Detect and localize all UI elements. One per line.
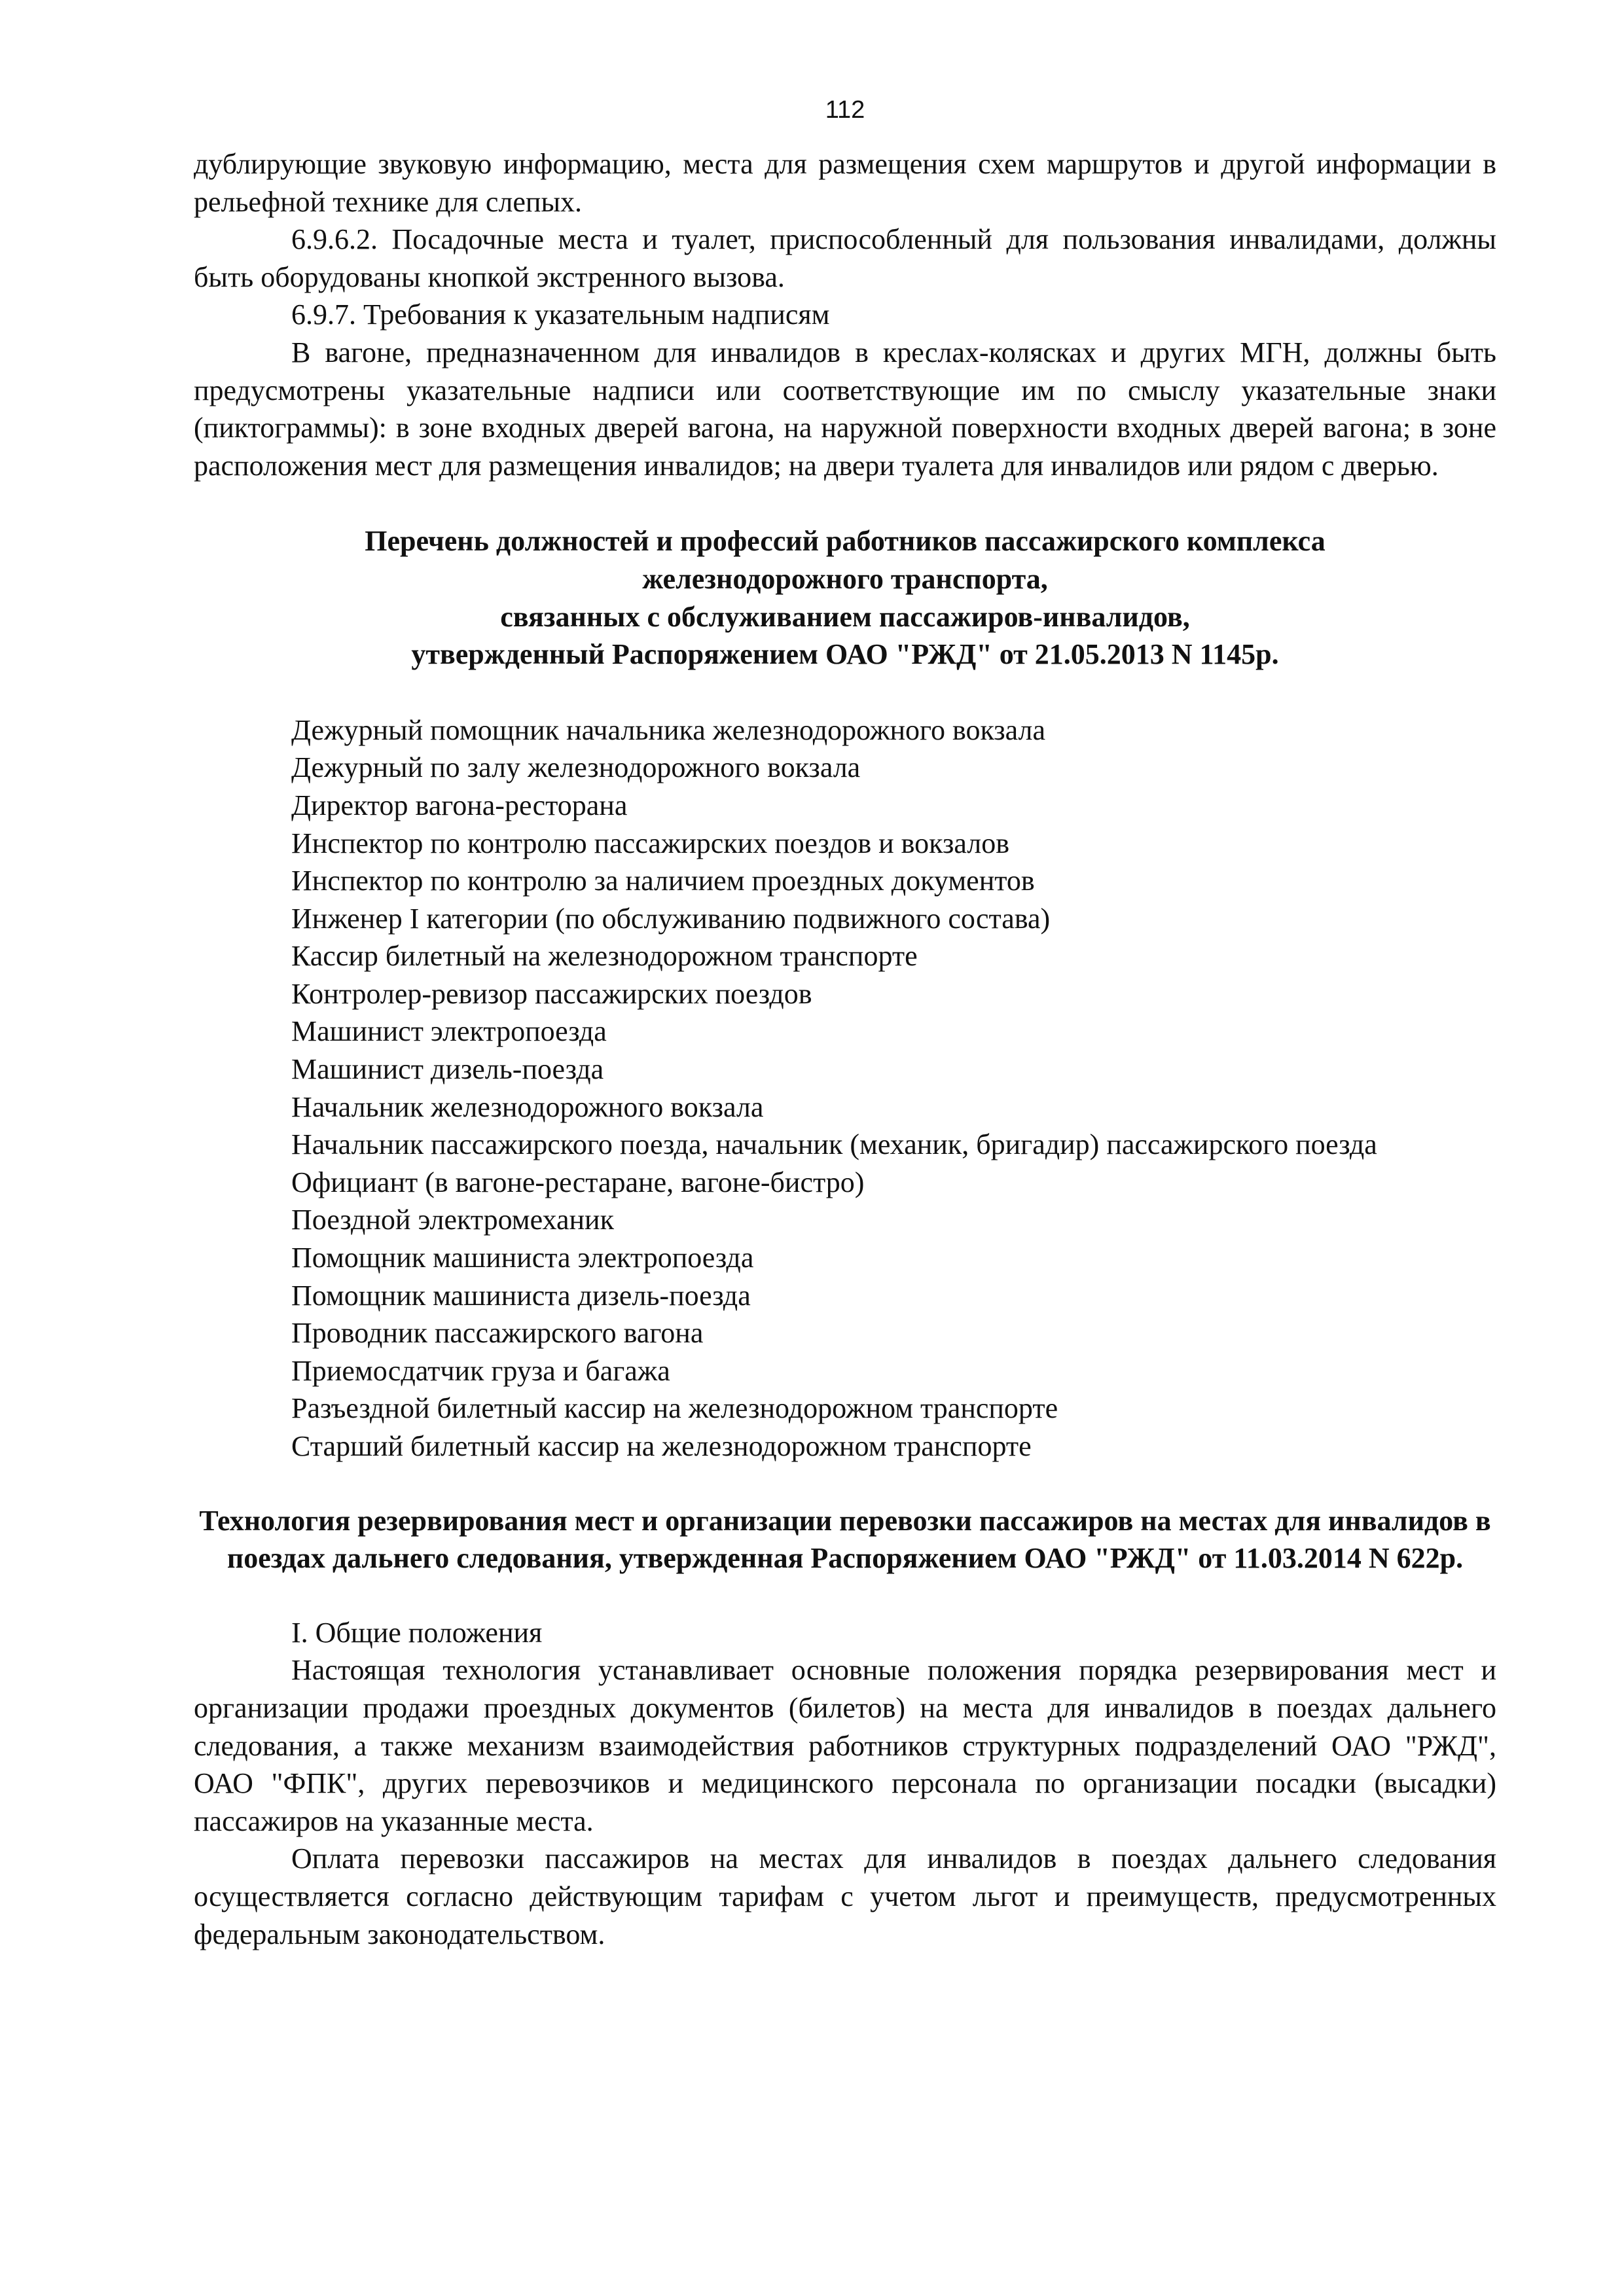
technology-heading: Технология резервирования мест и организации перевозки пассажиров на местах для инвалидов в поездах дальнего следования, утвержденная Распоряжением ОАО "РЖД" от 11.03.2014 N 622р.	[199, 1504, 1491, 1575]
page-number: 112	[825, 96, 865, 124]
position-item: Помощник машиниста дизель-поезда	[291, 1279, 751, 1312]
intro-paragraph: 6.9.7. Требования к указательным надписям	[291, 298, 830, 331]
intro-paragraph: В вагоне, предназначенном для инвалидов в креслах-колясках и других МГН, должны быть предусмотрены указательные надписи или соответствующие им по смыслу указательные знаки (пиктограммы): в зоне входных дверей вагона, на наружной поверхности входных дверей вагона; в зоне расположения мест для размещения инвалидов; на двери туалета для инвалидов или рядом с дверью.	[194, 336, 1496, 482]
positions-heading-line: утвержденный Распоряжением ОАО "РЖД" от 21.05.2013 N 1145р.	[411, 638, 1279, 671]
position-item: Инспектор по контролю пассажирских поездов и вокзалов	[291, 827, 1009, 859]
position-item: Инженер I категории (по обслуживанию подвижного состава)	[291, 902, 1051, 935]
positions-heading-line: железнодорожного транспорта,	[642, 562, 1048, 595]
intro-paragraph: 6.9.6.2. Посадочные места и туалет, приспособленный для пользования инвалидами, должны быть оборудованы кнопкой экстренного вызова.	[194, 223, 1496, 293]
position-item: Инспектор по контролю за наличием проездных документов	[291, 865, 1035, 897]
section-title: I. Общие положения	[291, 1616, 543, 1649]
positions-list	[194, 711, 1496, 1465]
position-item: Машинист электропоезда	[291, 1015, 607, 1048]
position-item: Помощник машиниста электропоезда	[291, 1242, 754, 1274]
general-paragraph: Настоящая технология устанавливает основные положения порядка резервирования мест и организации продажи проездных документов (билетов) на места для инвалидов в поездах дальнего следования, а также механизм взаимодействия работников структурных подразделений ОАО "РЖД", ОАО "ФПК", других перевозчиков и медицинского персонала по организации посадки (высадки) пассажиров на указанные места.	[194, 1654, 1496, 1837]
position-item: Старший билетный кассир на железнодорожном транспорте	[291, 1430, 1032, 1462]
position-item: Кассир билетный на железнодорожном транспорте	[291, 940, 918, 973]
position-item: Начальник железнодорожного вокзала	[291, 1090, 764, 1123]
positions-heading-line: связанных с обслуживанием пассажиров-инвалидов,	[500, 600, 1190, 633]
general-paragraph: Оплата перевозки пассажиров на местах для инвалидов в поездах дальнего следования осуществляется согласно действующим тарифам с учетом льгот и преимуществ, предусмотренных федеральным законодательством.	[194, 1842, 1496, 1950]
intro-section	[194, 145, 1496, 484]
position-item: Поездной электромеханик	[291, 1204, 614, 1236]
position-item: Разъездной билетный кассир на железнодорожном транспорте	[291, 1392, 1058, 1425]
position-item: Официант (в вагоне-рестаране, вагоне-бистро)	[291, 1166, 865, 1198]
position-item: Приемосдатчик груза и багажа	[291, 1354, 670, 1387]
position-item: Проводник пассажирского вагона	[291, 1317, 704, 1350]
position-item: Дежурный по залу железнодорожного вокзала	[291, 751, 861, 784]
positions-heading	[194, 522, 1496, 673]
intro-paragraph: дублирующие звуковую информацию, места для размещения схем маршрутов и другой информации в рельефной технике для слепых.	[194, 148, 1496, 218]
position-item: Дежурный помощник начальника железнодорожного вокзала	[291, 713, 1046, 746]
general-section	[194, 1614, 1496, 1953]
position-item: Начальник пассажирского поезда, начальник (механик, бригадир) пассажирского поезда	[291, 1128, 1377, 1161]
position-item: Контролер-ревизор пассажирских поездов	[291, 977, 812, 1010]
position-item: Машинист дизель-поезда	[291, 1053, 604, 1086]
position-item: Директор вагона-ресторана	[291, 789, 628, 821]
positions-heading-line: Перечень должностей и профессий работников пассажирского комплекса	[365, 525, 1326, 558]
document-page	[194, 92, 1496, 1953]
